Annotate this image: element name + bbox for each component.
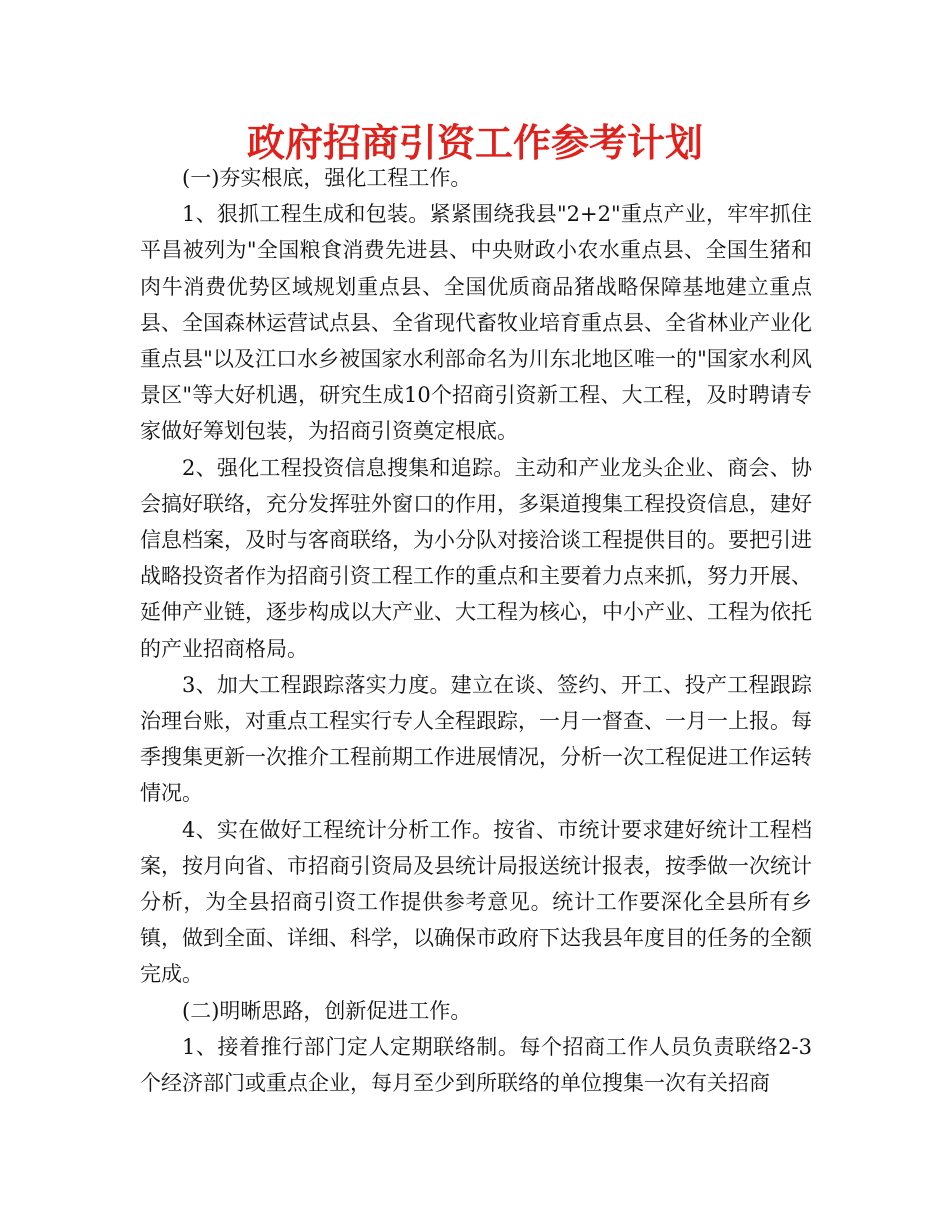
paragraph-item-2: 2、强化工程投资信息搜集和追踪。主动和产业龙头企业、商会、协会搞好联络，充分发挥驻外窗口的作用，多渠道搜集工程投资信息，建好信息档案，及时与客商联络，为小分队对接洽谈工程提供目的。要把引进战略投资者作为招商引资工程工作的重点和主要着力点来抓，努力开展、延伸产业链，逐步构成以大产业、大工程为核心，中小产业、工程为依托的产业招商格局。 (140, 455, 812, 661)
paragraph-item-5: 1、接着推行部门定人定期联络制。每个招商工作人员负责联络2-3个经济部门或重点企业，每月至少到所联络的单位搜集一次有关招商 (140, 1034, 812, 1096)
section-heading-1: (一)夯实根底，强化工程工作。 (182, 166, 472, 190)
paragraph-item-4: 4、实在做好工程统计分析工作。按省、市统计要求建好统计工程档案，按月向省、市招商引资局及县统计局报送统计报表，按季做一次统计分析，为全县招商引资工作提供参考意见。统计工作要深化全县所有乡镇，做到全面、详细、科学，以确保市政府下达我县年度目的任务的全额完成。 (140, 817, 812, 987)
section-heading-2: (二)明晰思路，创新促进工作。 (182, 998, 472, 1023)
document-body (140, 160, 812, 1101)
paragraph-item-1: 1、狠抓工程生成和包装。紧紧围绕我县"2+2"重点产业，牢牢抓住平昌被列为"全国粮食消费先进县、中央财政小农水重点县、全国生猪和肉牛消费优势区域规划重点县、全国优质商品猪战略保障基地建立重点县、全国森林运营试点县、全省现代畜牧业培育重点县、全省林业产业化重点县"以及江口水乡被国家水利部命名为川东北地区唯一的"国家水利风景区"等大好机遇，研究生成10个招商引资新工程、大工程，及时聘请专家做好筹划包装，为招商引资奠定根底。 (140, 202, 812, 444)
document-title: 政府招商引资工作参考计划 (246, 121, 703, 165)
paragraph-item-3: 3、加大工程跟踪落实力度。建立在谈、签约、开工、投产工程跟踪治理台账，对重点工程实行专人全程跟踪，一月一督查、一月一上报。每季搜集更新一次推介工程前期工作进展情况，分析一次工程促进工作运转情况。 (140, 672, 812, 806)
